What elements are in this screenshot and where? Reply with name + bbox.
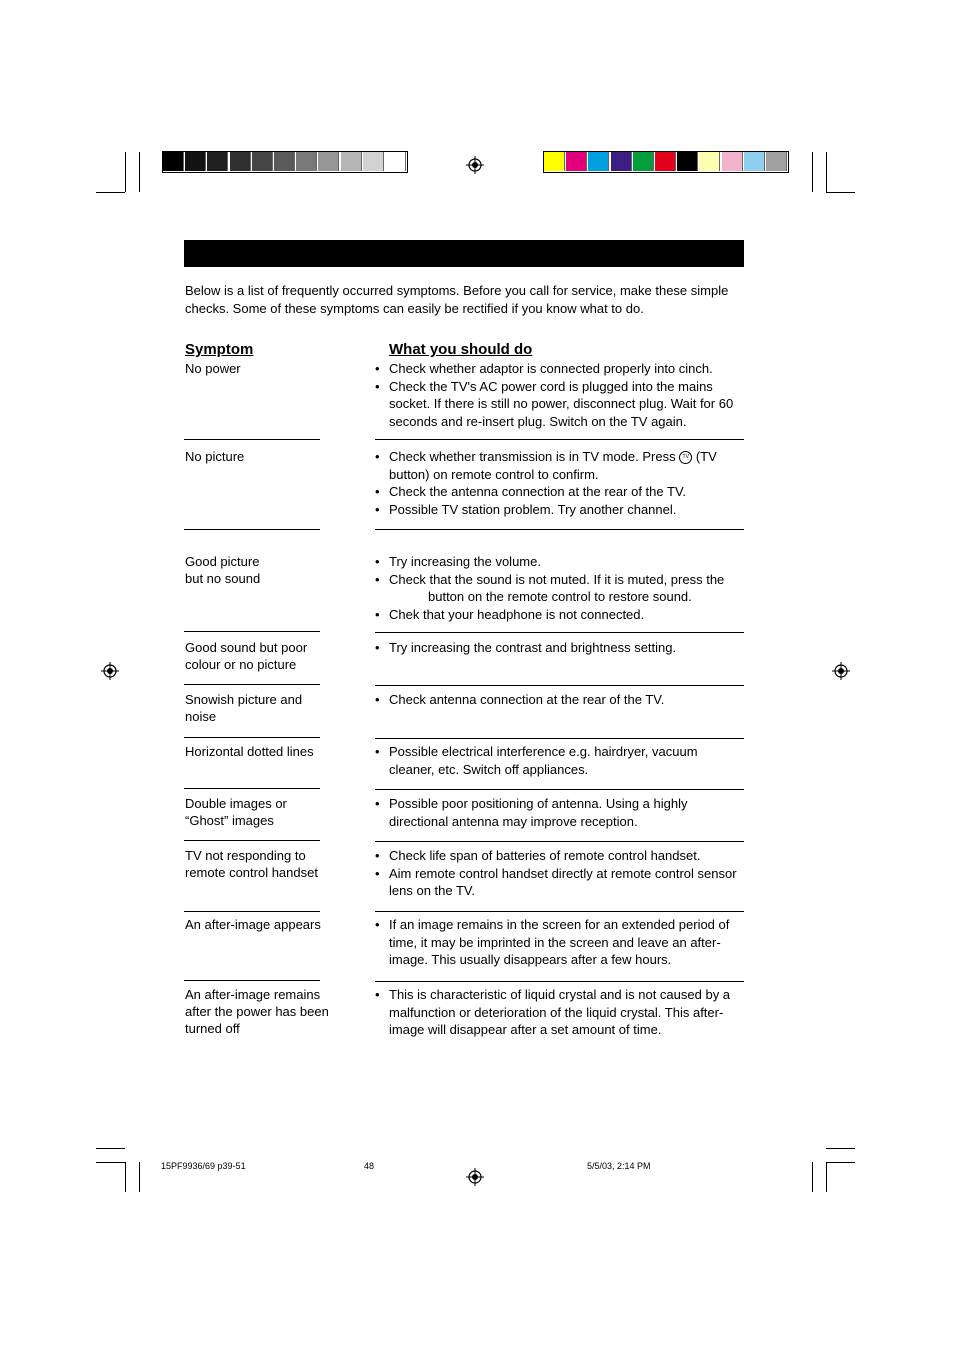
row-divider xyxy=(184,980,320,981)
row-divider xyxy=(375,911,744,912)
registration-mark-icon xyxy=(101,662,119,680)
fix-list-poor-colour xyxy=(375,639,745,657)
symptom-poor-colour: Good sound but poor colour or no picture xyxy=(185,640,308,672)
fix-item: • Try increasing the volume. xyxy=(375,553,745,571)
row-divider xyxy=(184,631,320,632)
fix-item: • Check the TV's AC power cord is plugged into the mains socket. If there is still no power, disconnect plug. Wait for 60 seconds and re-insert plug. Switch on the TV again. xyxy=(375,378,745,431)
color-bar-outline xyxy=(162,151,408,173)
fix-list-dotted-lines xyxy=(375,743,745,778)
fix-item xyxy=(375,448,745,483)
fix-list-remote xyxy=(375,847,745,900)
row-divider xyxy=(184,737,320,738)
symptom-dotted-lines: Horizontal dotted lines xyxy=(185,744,314,759)
action-heading: What you should do xyxy=(389,341,533,358)
fix-text: Check that the sound is not muted. If it is muted, press the xyxy=(389,571,725,587)
section-header-bar xyxy=(184,240,744,267)
registration-mark-icon xyxy=(466,1168,484,1186)
symptom-after-image: An after-image appears xyxy=(185,917,321,932)
color-bar-outline xyxy=(543,151,789,173)
row-divider xyxy=(184,788,320,789)
symptom-after-image-power-off: An after-image remains after the power has been turned off xyxy=(185,987,329,1036)
fix-list-after-image xyxy=(375,916,745,969)
footer-page-number: 48 xyxy=(364,1161,375,1171)
row-divider xyxy=(375,738,744,739)
fix-item: • Check the antenna connection at the rear of the TV. xyxy=(375,483,745,501)
fix-item xyxy=(375,571,745,606)
row-divider xyxy=(375,981,744,982)
footer-file-name: 15PF9936/69 p39-51 xyxy=(161,1161,246,1171)
row-divider xyxy=(375,841,744,842)
fix-item: • If an image remains in the screen for an extended period of time, it may be imprinted in the screen and leave an after-image. This usually disappears after a few hours. xyxy=(375,916,745,969)
fix-item: • Possible poor positioning of antenna. Using a highly directional antenna may improve reception. xyxy=(375,795,745,830)
symptom-heading: Symptom xyxy=(185,341,254,358)
registration-mark-icon xyxy=(832,662,850,680)
fix-item: • This is characteristic of liquid crystal and is not caused by a malfunction or deterioration of the liquid crystal. This after-image will disappear after a set amount of time. xyxy=(375,986,745,1039)
row-divider xyxy=(184,439,320,440)
fix-item: • Try increasing the contrast and brightness setting. xyxy=(375,639,745,657)
tv-button-icon: TV xyxy=(679,451,692,464)
row-divider xyxy=(184,840,320,841)
fix-text: (TV button) on remote control to confirm. xyxy=(389,449,717,482)
fix-item: • Check life span of batteries of remote control handset. xyxy=(375,847,745,865)
footer-date: 5/5/03, 2:14 PM xyxy=(587,1161,651,1171)
row-divider xyxy=(375,439,744,440)
fix-list-ghost-images xyxy=(375,795,745,830)
registration-mark-icon xyxy=(466,156,484,174)
row-divider xyxy=(375,789,744,790)
symptom-no-power: No power xyxy=(185,361,241,376)
intro-paragraph: Below is a list of frequently occurred symptoms. Before you call for service, make these simple checks. Some of these symptoms can easily be rectified if you know what to do. xyxy=(185,283,729,316)
fix-text: button on the remote control to restore sound. xyxy=(428,589,692,604)
fix-list-after-image-power-off xyxy=(375,986,745,1039)
fix-text: Check whether transmission is in TV mode. Press xyxy=(389,449,676,464)
symptom-snowish: Snowish picture and noise xyxy=(185,692,303,724)
row-divider xyxy=(184,529,320,530)
fix-list-no-sound xyxy=(375,553,745,623)
symptom-ghost-images: Double images or “Ghost” images xyxy=(185,796,287,828)
fix-item: • Possible electrical interference e.g. hairdryer, vacuum cleaner, etc. Switch off appliances. xyxy=(375,743,745,778)
symptom-no-picture: No picture xyxy=(185,449,245,464)
symptom-remote: TV not responding to remote control handset xyxy=(185,848,318,880)
fix-list-snowish xyxy=(375,691,745,709)
row-divider xyxy=(375,632,744,633)
fix-item: • Chek that your headphone is not connected. xyxy=(375,606,745,624)
fix-item: • Possible TV station problem. Try another channel. xyxy=(375,501,745,519)
row-divider xyxy=(184,911,320,912)
fix-list-no-power xyxy=(375,360,745,430)
row-divider xyxy=(375,529,744,530)
fix-item: • Check whether adaptor is connected properly into cinch. xyxy=(375,360,745,378)
fix-item: • Check antenna connection at the rear of the TV. xyxy=(375,691,745,709)
row-divider xyxy=(375,685,744,686)
fix-item: • Aim remote control handset directly at remote control sensor lens on the TV. xyxy=(375,865,745,900)
row-divider xyxy=(184,684,320,685)
fix-list-no-picture xyxy=(375,448,745,518)
symptom-no-sound: Good picture but no sound xyxy=(185,554,261,586)
